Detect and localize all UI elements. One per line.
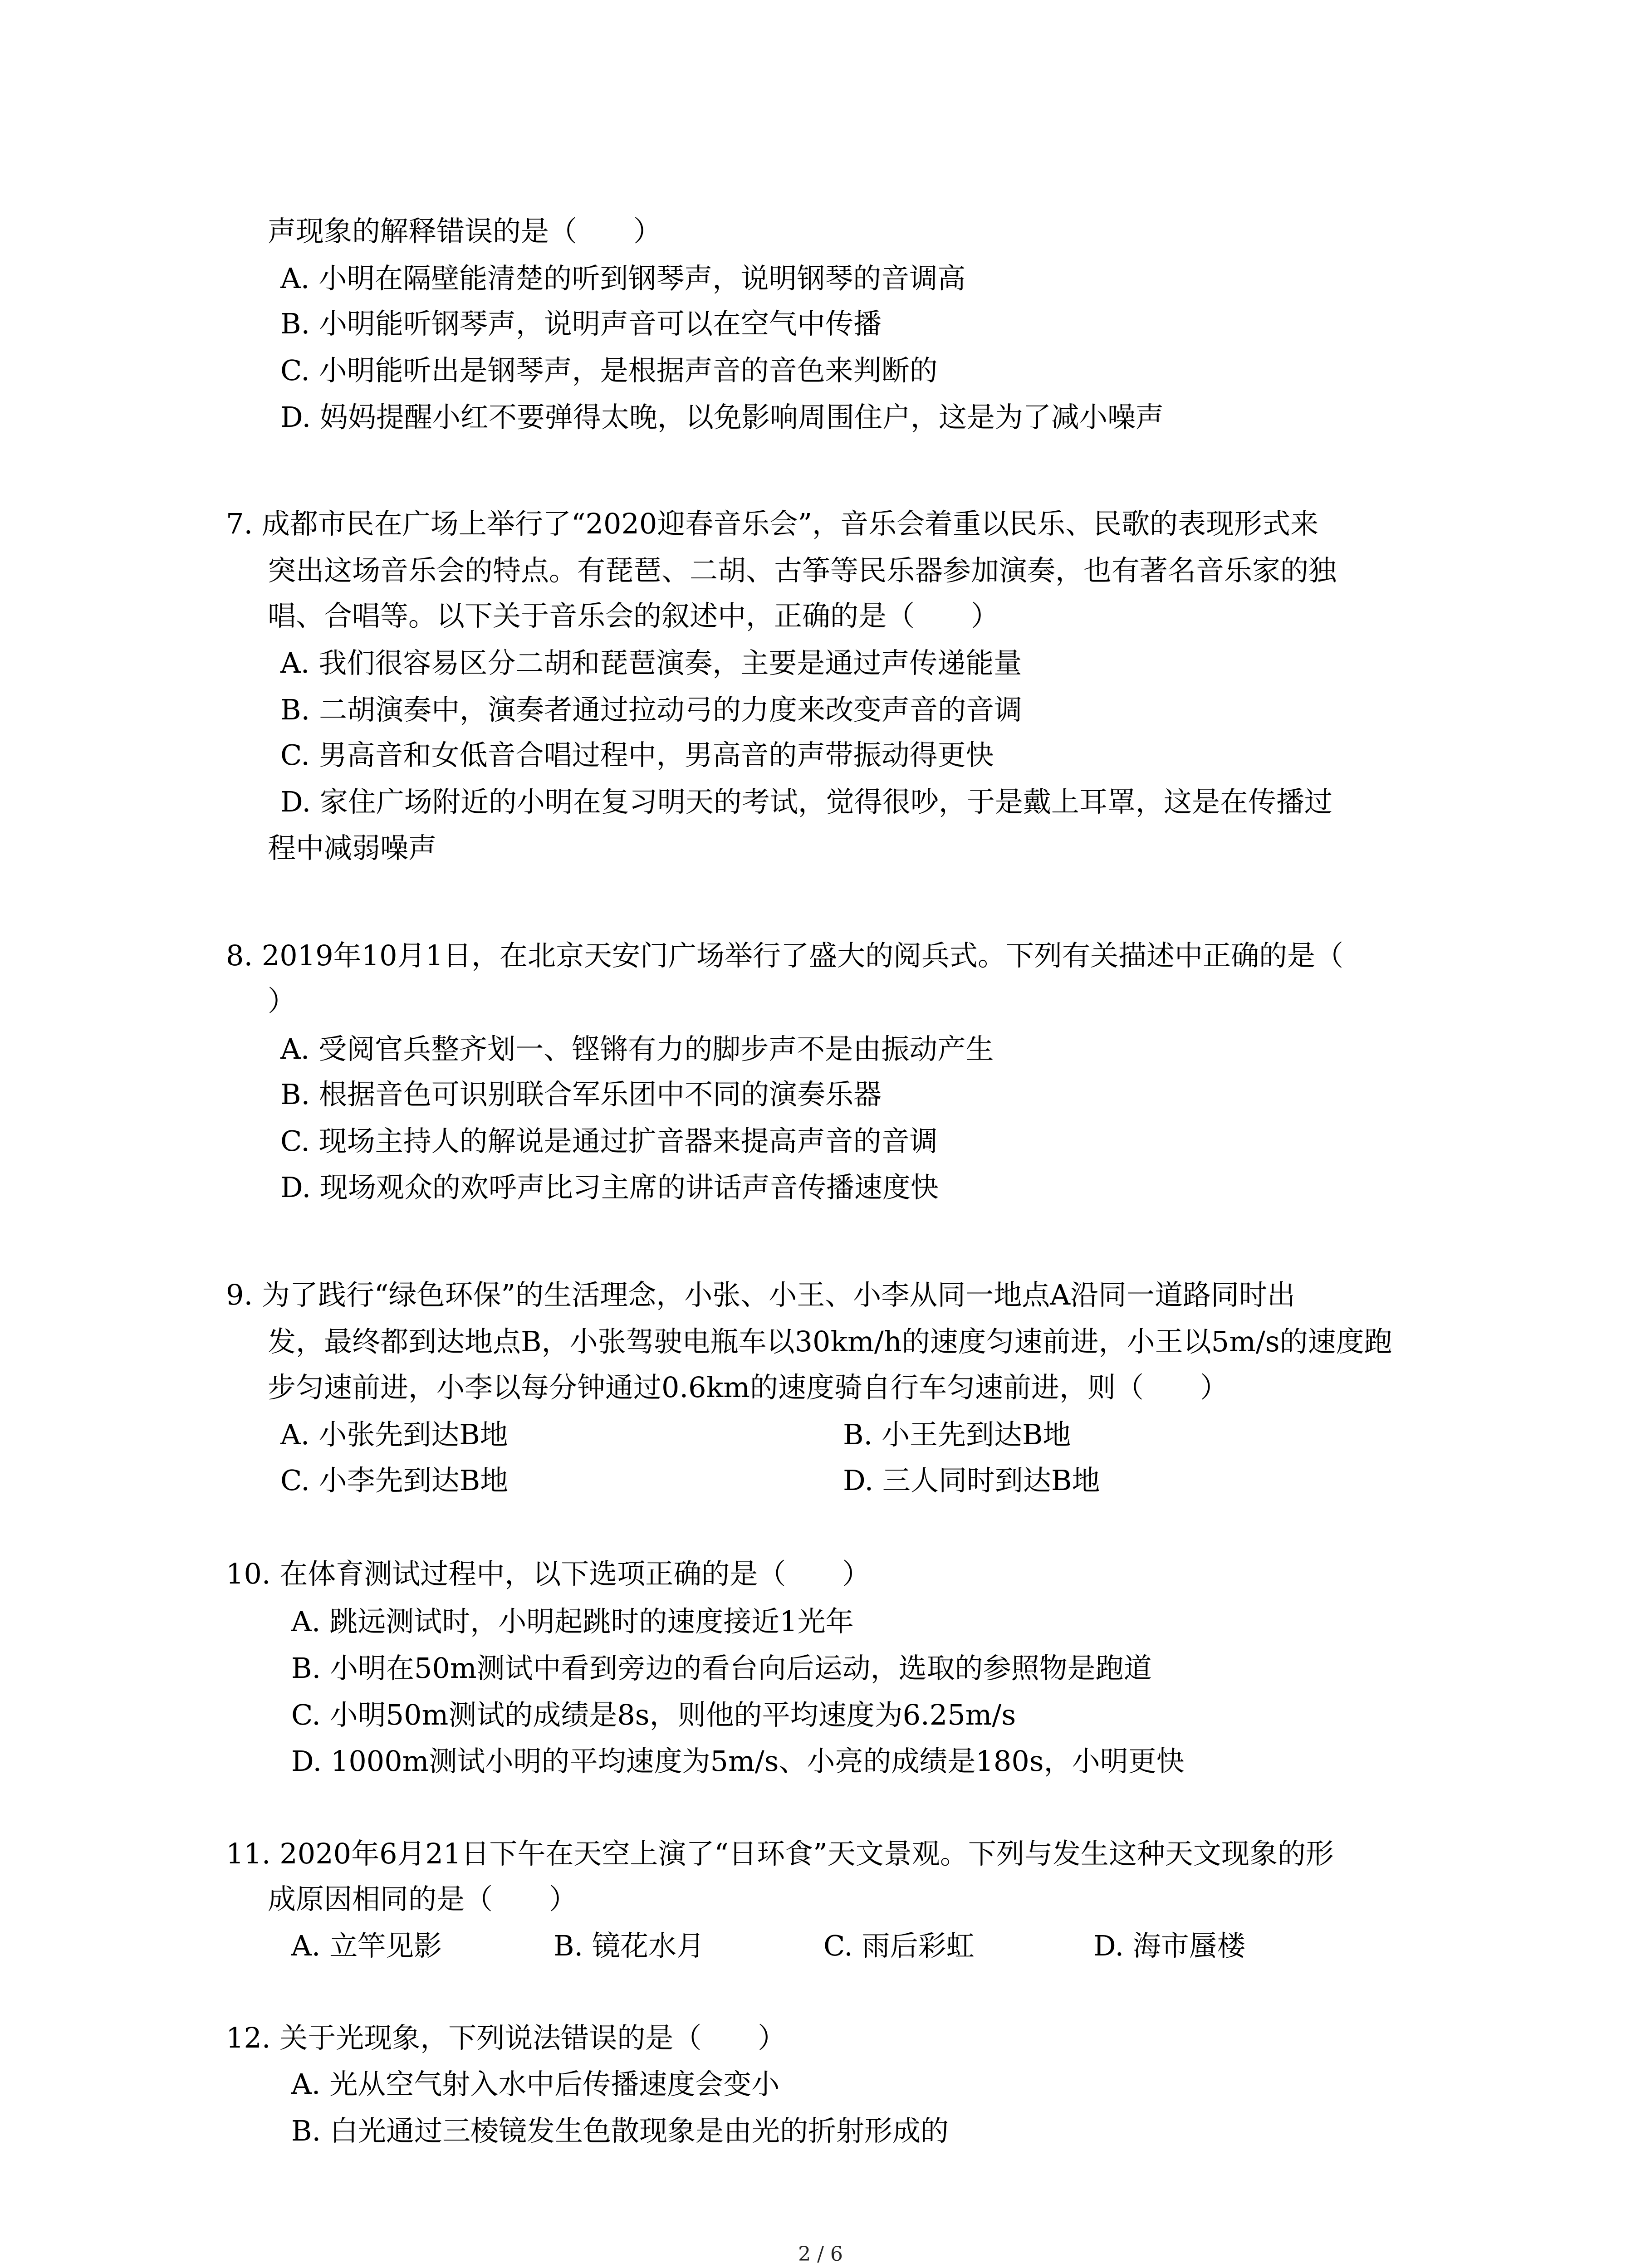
q11-stem-line-2: 成原因相同的是（ ） (268, 1882, 578, 1916)
q8-option-b: B. 根据音色可识别联合军乐团中不同的演奏乐器 (280, 1078, 882, 1111)
q9-stem-line-1: 9. 为了践行“绿色环保”的生活理念，小张、小王、小李从同一地点A沿同一道路同时出 (226, 1278, 1296, 1311)
q6-stem-continued: 声现象的解释错误的是（ ） (268, 215, 662, 248)
q6-option-c: C. 小明能听出是钢琴声，是根据声音的音色来判断的 (280, 354, 938, 387)
q7-option-d: D. 家住广场附近的小明在复习明天的考试，觉得很吵，于是戴上耳罩，这是在传播过 (280, 785, 1332, 818)
q8-option-c: C. 现场主持人的解说是通过扩音器来提高声音的音调 (280, 1124, 938, 1158)
q9-option-c: C. 小李先到达B地 (280, 1464, 509, 1497)
q6-option-b: B. 小明能听钢琴声，说明声音可以在空气中传播 (280, 307, 882, 340)
q12-stem: 12. 关于光现象，下列说法错误的是（ ） (226, 2021, 786, 2054)
q11-option-b: B. 镜花水月 (554, 1929, 705, 1962)
q12-option-b: B. 白光通过三棱镜发生色散现象是由光的折射形成的 (291, 2114, 949, 2147)
q10-option-c: C. 小明50m测试的成绩是8s，则他的平均速度为6.25m/s (291, 1698, 1016, 1731)
q8-stem-line-2: ） (268, 984, 296, 1017)
q7-stem-line-1: 7. 成都市民在广场上举行了“2020迎春音乐会”，音乐会着重以民乐、民歌的表现形式来 (226, 507, 1319, 540)
q12-option-a: A. 光从空气射入水中后传播速度会变小 (291, 2068, 780, 2101)
q11-option-c: C. 雨后彩虹 (823, 1929, 975, 1962)
q10-option-d: D. 1000m测试小明的平均速度为5m/s、小亮的成绩是180s，小明更快 (291, 1745, 1185, 1778)
q9-option-d: D. 三人同时到达B地 (843, 1464, 1100, 1497)
q9-stem-line-2: 发，最终都到达地点B，小张驾驶电瓶车以30km/h的速度匀速前进，小王以5m/s的速度跑 (268, 1325, 1392, 1358)
q9-option-a: A. 小张先到达B地 (280, 1418, 508, 1451)
q11-option-d: D. 海市蜃楼 (1093, 1929, 1245, 1962)
q7-option-a: A. 我们很容易区分二胡和琵琶演奏，主要是通过声传递能量 (280, 646, 1022, 679)
q11-option-a: A. 立竿见影 (291, 1929, 442, 1962)
q8-stem-line-1: 8. 2019年10月1日，在北京天安门广场举行了盛大的阅兵式。下列有关描述中正确的是（ (226, 939, 1343, 972)
q10-option-a: A. 跳远测试时，小明起跳时的速度接近1光年 (291, 1605, 854, 1638)
q7-stem-line-3: 唱、合唱等。以下关于音乐会的叙述中，正确的是（ ） (268, 599, 999, 632)
q10-stem: 10. 在体育测试过程中，以下选项正确的是（ ） (226, 1557, 871, 1590)
q8-option-d: D. 现场观众的欢呼声比习主席的讲话声音传播速度快 (280, 1171, 939, 1204)
q6-option-d: D. 妈妈提醒小红不要弹得太晚，以免影响周围住户，这是为了减小噪声 (280, 401, 1164, 434)
q7-option-c: C. 男高音和女低音合唱过程中，男高音的声带振动得更快 (280, 738, 994, 772)
q7-option-d-continued: 程中减弱噪声 (268, 831, 437, 865)
q11-stem-line-1: 11. 2020年6月21日下午在天空上演了“日环食”天文景观。下列与发生这种天文现象的形 (226, 1837, 1334, 1870)
q10-option-b: B. 小明在50m测试中看到旁边的看台向后运动，选取的参照物是跑道 (291, 1652, 1152, 1685)
q8-option-a: A. 受阅官兵整齐划一、铿锵有力的脚步声不是由振动产生 (280, 1032, 994, 1066)
q9-option-b: B. 小王先到达B地 (843, 1418, 1071, 1451)
page-number: 2 / 6 (798, 2243, 843, 2266)
q7-stem-line-2: 突出这场音乐会的特点。有琵琶、二胡、古筝等民乐器参加演奏，也有著名音乐家的独 (268, 554, 1337, 587)
q7-option-b: B. 二胡演奏中，演奏者通过拉动弓的力度来改变声音的音调 (280, 693, 1022, 726)
q9-stem-line-3: 步匀速前进，小李以每分钟通过0.6km的速度骑自行车匀速前进，则（ ） (268, 1371, 1228, 1404)
q6-option-a: A. 小明在隔壁能清楚的听到钢琴声，说明钢琴的音调高 (280, 262, 966, 295)
